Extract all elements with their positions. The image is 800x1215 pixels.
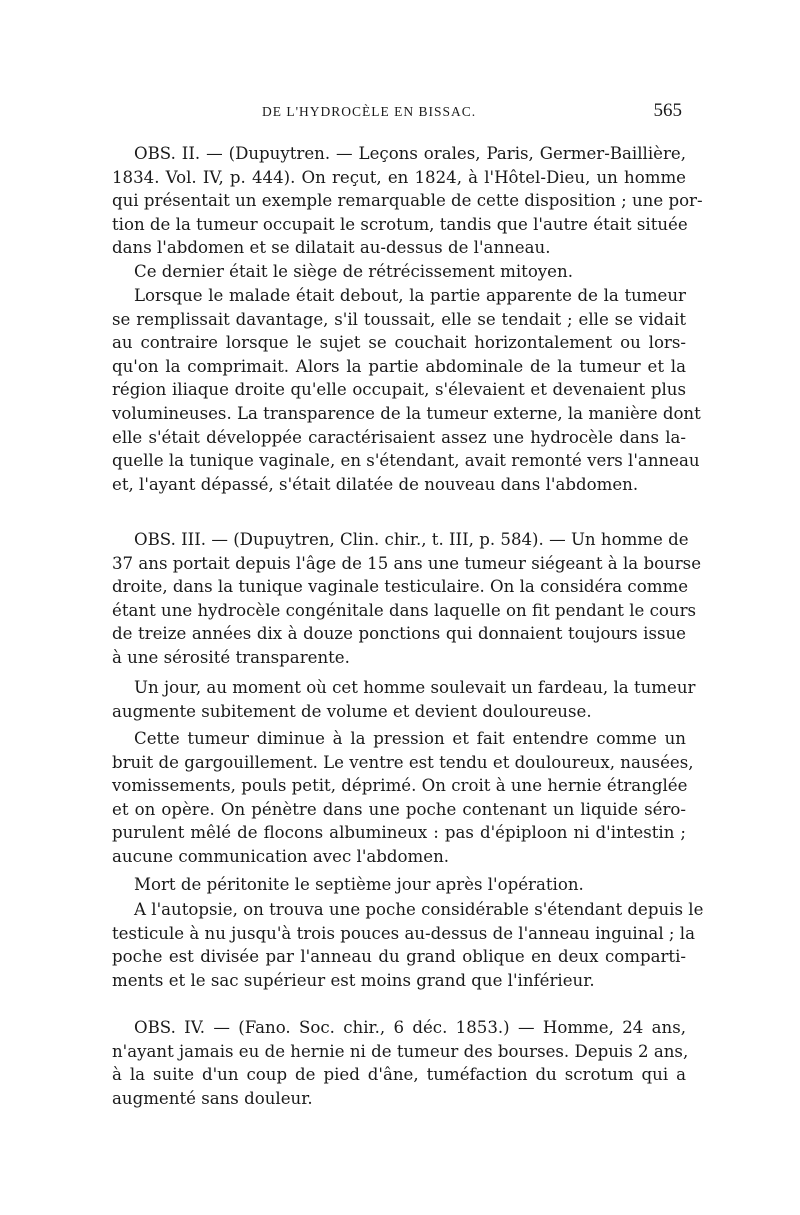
text-line: tion de la tumeur occupait le scrotum, tandis que l'autre était située — [112, 214, 688, 234]
running-title: DE L'HYDROCÈLE EN BISSAC. — [262, 104, 477, 119]
page-number: 565 — [653, 100, 682, 121]
paragraph-death — [112, 873, 686, 897]
text-line: OBS. IV. — (Fano. Soc. chir., 6 déc. 1853.) — Homme, 24 ans, — [134, 1018, 686, 1037]
text-line: vomissements, pouls petit, déprimé. On croit à une hernie étranglée — [112, 776, 688, 796]
text-line: aucune communication avec l'abdomen. — [112, 846, 450, 866]
text-line: se remplissait davantage, s'il toussait, elle se tendait ; elle se vidait — [112, 309, 686, 329]
text-line: de treize années dix à douze ponctions qui donnaient toujours issue — [112, 624, 686, 644]
text-line: droite, dans la tunique vaginale testiculaire. On la considéra comme — [112, 577, 689, 597]
text-line: Lorsque le malade était debout, la partie apparente de la tumeur — [134, 286, 686, 305]
text-line: poche est divisée par l'anneau du grand oblique en deux comparti- — [112, 947, 686, 967]
text-line: OBS. II. — (Dupuytren. — Leçons orales, Paris, Germer-Baillière, — [134, 144, 686, 163]
text-line: quelle la tunique vaginale, en s'étendant, avait remonté vers l'anneau — [112, 451, 700, 471]
text-line: elle s'était développée caractérisaient assez une hydrocèle dans la- — [112, 427, 686, 447]
text-line: Ce dernier était le siège de rétrécissement mitoyen. — [134, 262, 573, 281]
text-line: au contraire lorsque le sujet se couchait horizontalement ou lors- — [112, 333, 686, 353]
paragraph-pressure — [112, 727, 694, 869]
paragraph-standing — [112, 284, 701, 496]
text-line: bruit de gargouillement. Le ventre est tendu et douloureux, nausées, — [112, 752, 694, 772]
text-line: à une sérosité transparente. — [112, 647, 350, 667]
text-line: qui présentait un exemple remarquable de cette disposition ; une por- — [112, 191, 703, 211]
text-line: volumineuses. La transparence de la tumeur externe, la manière dont — [112, 403, 701, 423]
text-line: Un jour, au moment où cet homme soulevait un fardeau, la tumeur — [134, 678, 696, 697]
text-line: augmente subitement de volume et devient douloureuse. — [112, 701, 592, 721]
text-line: étant une hydrocèle congénitale dans laquelle on fit pendant le cours — [112, 600, 697, 620]
text-line: 1834. Vol. IV, p. 444). On reçut, en 1824, à l'Hôtel-Dieu, un homme — [112, 167, 686, 187]
text-line: à la suite d'un coup de pied d'âne, tuméfaction du scrotum qui a — [112, 1065, 686, 1085]
text-line: dans l'abdomen et se dilatait au-dessus de l'anneau. — [112, 238, 551, 258]
text-line: et on opère. On pénètre dans une poche contenant un liquide séro- — [112, 799, 686, 819]
text-line: purulent mêlé de flocons albumineux : pas d'épiploon ni d'intestin ; — [112, 823, 686, 843]
paragraph-stricture — [112, 260, 686, 284]
running-head — [112, 100, 682, 128]
text-line: région iliaque droite qu'elle occupait, s'élevaient et devenaient plus — [112, 380, 686, 400]
text-line: 37 ans portait depuis l'âge de 15 ans une tumeur siégeant à la bourse — [112, 553, 702, 573]
text-line: ments et le sac supérieur est moins grand que l'inférieur. — [112, 970, 595, 990]
paragraph-burden — [112, 676, 696, 723]
text-line: augmenté sans douleur. — [112, 1088, 313, 1108]
text-line: qu'on la comprimait. Alors la partie abdominale de la tumeur et la — [112, 356, 686, 376]
text-line: Cette tumeur diminue à la pression et fait entendre comme un — [134, 729, 686, 748]
text-line: testicule à nu jusqu'à trois pouces au-dessus de l'anneau inguinal ; la — [112, 923, 695, 943]
paragraph-autopsy — [112, 898, 704, 992]
paragraph-obs-2 — [112, 142, 703, 260]
text-line: A l'autopsie, on trouva une poche considérable s'étendant depuis le — [134, 900, 704, 919]
paragraph-obs-4 — [112, 1016, 689, 1110]
text-line: et, l'ayant dépassé, s'était dilatée de nouveau dans l'abdomen. — [112, 474, 639, 494]
text-line: n'ayant jamais eu de hernie ni de tumeur des bourses. Depuis 2 ans, — [112, 1041, 689, 1061]
paragraph-obs-3 — [112, 528, 702, 670]
text-line: Mort de péritonite le septième jour après l'opération. — [134, 875, 584, 894]
text-line: OBS. III. — (Dupuytren, Clin. chir., t. III, p. 584). — Un homme de — [134, 530, 689, 549]
